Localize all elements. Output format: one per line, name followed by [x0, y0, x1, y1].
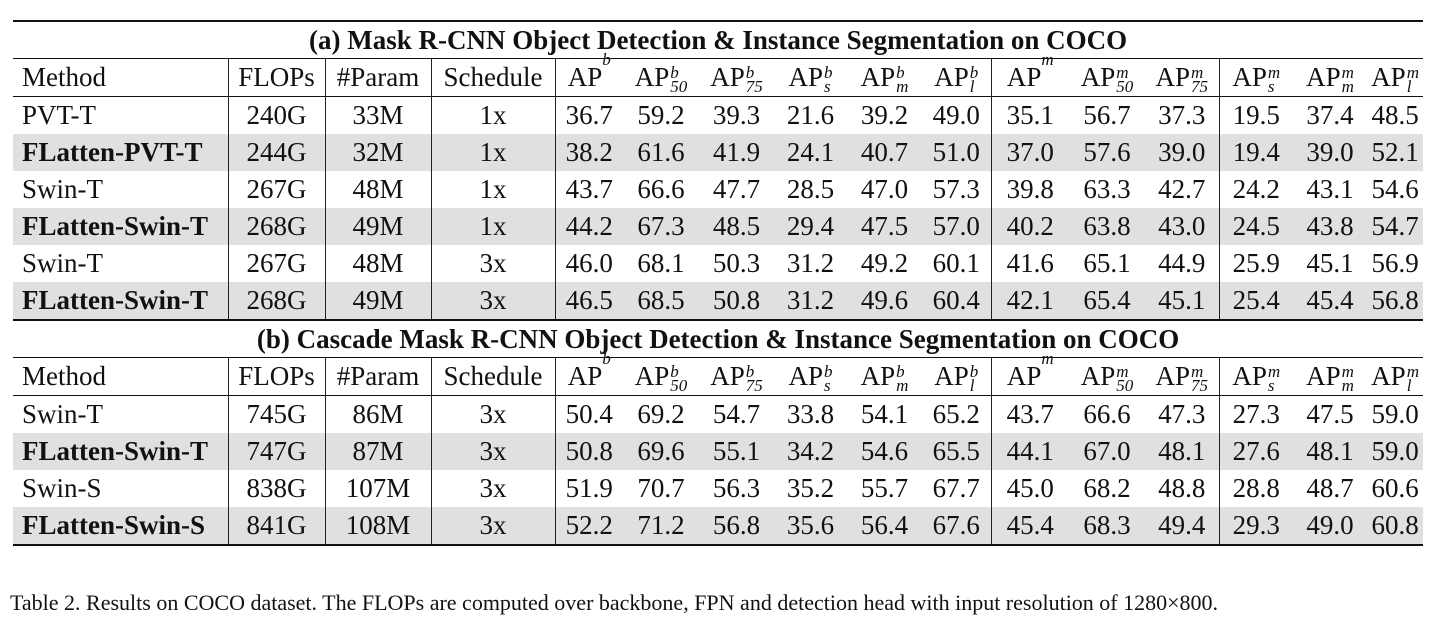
ap-value-cell: 61.6 — [623, 134, 699, 171]
ap-value-cell: 56.4 — [847, 507, 922, 545]
results-table-container — [13, 20, 1423, 546]
ap-value-cell: 68.5 — [623, 282, 699, 320]
ap-value-cell: 57.3 — [932, 174, 980, 204]
ap-value-cell: 67.0 — [1069, 433, 1145, 470]
table-row — [13, 396, 1423, 434]
ap-value-cell: 57.6 — [1069, 134, 1145, 171]
method-header: Method — [13, 59, 228, 97]
table-a-header-row — [13, 59, 1423, 97]
ap-header: AP m l — [1367, 59, 1423, 97]
ap-value-cell: 45.4 — [991, 507, 1069, 545]
flops-cell: 747G — [228, 433, 325, 470]
flops-header: FLOPs — [228, 358, 325, 396]
param-cell: 107M — [325, 470, 431, 507]
ap-value-cell: 48.7 — [1306, 473, 1354, 503]
ap-value-cell: 52.1 — [1367, 134, 1423, 171]
ap-value-cell: 48.5 — [1367, 97, 1423, 135]
ap-value-cell: 67.6 — [922, 507, 991, 545]
ap-value-cell: 47.3 — [1145, 396, 1219, 434]
ap-value-cell: 24.5 — [1219, 208, 1293, 245]
ap-value-cell: 28.8 — [1219, 470, 1293, 507]
flops-cell: 267G — [228, 171, 325, 208]
ap-value-cell: 66.6 — [1069, 396, 1145, 434]
ap-value-cell: 67.3 — [623, 208, 699, 245]
watermark: 知乎 @杜佳慧 — [1205, 554, 1402, 589]
ap-value-cell: 50.8 — [699, 282, 774, 320]
ap-value-cell: 50.3 — [712, 248, 761, 278]
ap-value-cell: 37.0 — [991, 134, 1069, 171]
ap-value-cell: 47.7 — [712, 174, 761, 204]
ap-value-cell: 38.2 — [555, 134, 623, 171]
method-cell: Swin-S — [22, 473, 102, 503]
ap-value-cell: 45.4 — [1293, 282, 1367, 320]
param-cell: 87M — [325, 433, 431, 470]
ap-value-cell: 48.5 — [699, 208, 774, 245]
ap-value-cell: 60.6 — [1371, 473, 1419, 503]
ap-value-cell: 35.1 — [991, 97, 1069, 135]
table-row — [13, 282, 1423, 320]
ap-value-cell: 47.0 — [860, 174, 909, 204]
ap-header: AP m 50 — [1069, 59, 1145, 97]
table-row — [13, 507, 1423, 545]
ap-value-cell: 65.2 — [922, 396, 991, 434]
ap-value-cell: 29.4 — [774, 208, 847, 245]
ap-value-cell: 55.1 — [699, 433, 774, 470]
ap-value-cell: 24.2 — [1219, 171, 1293, 208]
ap-value-cell: 68.1 — [637, 248, 685, 278]
table-row — [13, 208, 1423, 245]
table-row — [13, 97, 1423, 135]
flops-cell: 240G — [228, 97, 325, 135]
ap-header: AP m 75 — [1145, 358, 1219, 396]
ap-value-cell: 59.0 — [1367, 433, 1423, 470]
ap-value-cell: 46.0 — [555, 245, 623, 282]
schedule-cell: 1x — [431, 97, 555, 135]
ap-value-cell: 60.1 — [932, 248, 980, 278]
method-cell: Swin-T — [13, 396, 228, 434]
ap-value-cell: 68.3 — [1069, 507, 1145, 545]
ap-value-cell: 56.3 — [712, 473, 761, 503]
ap-value-cell: 40.7 — [847, 134, 922, 171]
ap-value-cell: 49.0 — [922, 97, 991, 135]
ap-value-cell: 48.1 — [1293, 433, 1367, 470]
ap-value-cell: 35.2 — [786, 473, 835, 503]
table-a-caption — [13, 21, 1423, 59]
ap-value-cell: 69.6 — [623, 433, 699, 470]
flops-cell: 745G — [228, 396, 325, 434]
ap-value-cell: 34.2 — [774, 433, 847, 470]
ap-value-cell: 36.7 — [555, 97, 623, 135]
ap-value-cell: 57.0 — [922, 208, 991, 245]
method-cell: Swin-T — [22, 174, 103, 204]
table-b-caption — [13, 320, 1423, 358]
ap-value-cell: 43.8 — [1293, 208, 1367, 245]
ap-header: $AP^m$ — [991, 59, 1069, 97]
param-cell: 108M — [325, 507, 431, 545]
table-row — [13, 433, 1423, 470]
ap-value-cell: 65.1 — [1083, 248, 1131, 278]
table-b-caption-text: (b) Cascade Mask R-CNN Object Detection & Instance Segmentation on COCO — [13, 320, 1423, 358]
ap-value-cell: 45.0 — [991, 470, 1069, 507]
ap-value-cell: 39.2 — [847, 97, 922, 135]
schedule-header: Schedule — [431, 358, 555, 396]
ap-value-cell: 41.6 — [991, 245, 1069, 282]
flops-cell: 268G — [228, 282, 325, 320]
schedule-header: Schedule — [431, 59, 555, 97]
ap-value-cell: 60.8 — [1367, 507, 1423, 545]
ap-value-cell: 31.2 — [786, 248, 835, 278]
ap-value-cell: 65.4 — [1069, 282, 1145, 320]
ap-value-cell: 37.4 — [1293, 97, 1367, 135]
schedule-cell: 3x — [431, 470, 555, 507]
ap-header: AP b m — [847, 59, 922, 97]
ap-value-cell: 19.4 — [1219, 134, 1293, 171]
ap-value-cell: 51.9 — [555, 470, 623, 507]
ap-value-cell: 24.1 — [774, 134, 847, 171]
ap-value-cell: 31.2 — [774, 282, 847, 320]
ap-header: AP b 50 — [623, 358, 699, 396]
param-cell: 33M — [325, 97, 431, 135]
method-cell: Swin-T — [22, 248, 103, 278]
param-cell: 86M — [325, 396, 431, 434]
ap-header: AP b 75 — [699, 59, 774, 97]
ap-value-cell: 54.7 — [1367, 208, 1423, 245]
param-header: #Param — [325, 358, 431, 396]
ap-value-cell: 19.5 — [1219, 97, 1293, 135]
ap-value-cell: 54.6 — [847, 433, 922, 470]
ap-value-cell: 67.7 — [932, 473, 980, 503]
table-row — [13, 134, 1423, 171]
ap-value-cell: 56.7 — [1069, 97, 1145, 135]
ap-value-cell: 41.9 — [699, 134, 774, 171]
method-cell: PVT-T — [13, 97, 228, 135]
ap-value-cell: 40.2 — [991, 208, 1069, 245]
ap-value-cell: 56.8 — [699, 507, 774, 545]
flops-cell: 841G — [228, 507, 325, 545]
ap-value-cell: 27.3 — [1219, 396, 1293, 434]
ap-value-cell: 71.2 — [623, 507, 699, 545]
ap-value-cell: 42.1 — [991, 282, 1069, 320]
flops-cell: 244G — [228, 134, 325, 171]
table-row — [13, 470, 1423, 507]
table-a-caption-text: (a) Mask R-CNN Object Detection & Instance Segmentation on COCO — [13, 21, 1423, 59]
param-cell: 49M — [325, 282, 431, 320]
param-cell: 48M — [325, 171, 431, 208]
ap-value-cell: 25.4 — [1219, 282, 1293, 320]
ap-value-cell: 46.5 — [555, 282, 623, 320]
ap-value-cell: 44.2 — [555, 208, 623, 245]
ap-value-cell: 68.2 — [1083, 473, 1131, 503]
ap-value-cell: 65.5 — [922, 433, 991, 470]
ap-value-cell: 47.5 — [1293, 396, 1367, 434]
flops-cell: 268G — [228, 208, 325, 245]
ap-value-cell: 48.8 — [1158, 473, 1206, 503]
ap-value-cell: 29.3 — [1219, 507, 1293, 545]
schedule-cell: 3x — [431, 396, 555, 434]
ap-value-cell: 45.1 — [1306, 248, 1354, 278]
ap-header: AP b s — [774, 358, 847, 396]
schedule-cell: 3x — [431, 507, 555, 545]
ap-value-cell: 56.9 — [1371, 248, 1419, 278]
ap-value-cell: 49.4 — [1145, 507, 1219, 545]
schedule-cell: 3x — [431, 433, 555, 470]
table-row — [13, 245, 1423, 282]
ap-value-cell: 54.6 — [1371, 174, 1419, 204]
ap-value-cell: 70.7 — [637, 473, 685, 503]
table-caption: Table 2. Results on COCO dataset. The FLOPs are computed over backbone, FPN and detection head with input resolution of 1280×800. — [10, 590, 1219, 615]
ap-value-cell: 37.3 — [1145, 97, 1219, 135]
schedule-cell: 3x — [431, 245, 555, 282]
ap-value-cell: 66.6 — [637, 174, 685, 204]
ap-value-cell: 50.4 — [555, 396, 623, 434]
ap-value-cell: 63.8 — [1069, 208, 1145, 245]
ap-value-cell: 63.3 — [1083, 174, 1131, 204]
ap-value-cell: 27.6 — [1219, 433, 1293, 470]
ap-header: AP m s — [1219, 59, 1293, 97]
ap-value-cell: 48.1 — [1145, 433, 1219, 470]
table-b-header-row — [13, 358, 1423, 396]
ap-header: AP m m — [1293, 59, 1367, 97]
ap-value-cell: 59.0 — [1367, 396, 1423, 434]
ap-value-cell: 33.8 — [774, 396, 847, 434]
ap-header: AP b s — [774, 59, 847, 97]
ap-header: $AP^b$ — [555, 59, 623, 97]
ap-value-cell: 42.7 — [1158, 174, 1206, 204]
method-header: Method — [13, 358, 228, 396]
ap-value-cell: 43.7 — [555, 171, 623, 208]
param-cell: 49M — [325, 208, 431, 245]
schedule-cell: 1x — [431, 208, 555, 245]
ap-value-cell: 39.3 — [699, 97, 774, 135]
ap-value-cell: 39.8 — [991, 171, 1069, 208]
ap-header: AP m 50 — [1069, 358, 1145, 396]
ap-value-cell: 69.2 — [623, 396, 699, 434]
ap-value-cell: 28.5 — [786, 174, 835, 204]
ap-value-cell: 52.2 — [555, 507, 623, 545]
ap-value-cell: 54.7 — [699, 396, 774, 434]
ap-header: $AP^b$ — [555, 358, 623, 396]
ap-value-cell: 25.9 — [1219, 245, 1293, 282]
table-row — [13, 171, 1423, 208]
ap-value-cell: 44.1 — [991, 433, 1069, 470]
schedule-cell: 1x — [431, 134, 555, 171]
ap-value-cell: 51.0 — [922, 134, 991, 171]
param-cell: 32M — [325, 134, 431, 171]
ap-value-cell: 21.6 — [774, 97, 847, 135]
ap-header: AP b 75 — [699, 358, 774, 396]
ap-value-cell: 45.1 — [1145, 282, 1219, 320]
ap-value-cell: 50.8 — [555, 433, 623, 470]
ap-value-cell: 39.0 — [1145, 134, 1219, 171]
param-cell: 48M — [325, 245, 431, 282]
ap-value-cell: 47.5 — [847, 208, 922, 245]
ap-header: AP b l — [922, 59, 991, 97]
param-header: #Param — [325, 59, 431, 97]
ap-header: AP b l — [922, 358, 991, 396]
ap-header: AP m m — [1293, 358, 1367, 396]
ap-header: AP m 75 — [1145, 59, 1219, 97]
ap-value-cell: 56.8 — [1367, 282, 1423, 320]
results-table — [13, 20, 1423, 546]
method-cell: FLatten-Swin-T — [13, 433, 228, 470]
method-cell: FLatten-PVT-T — [13, 134, 228, 171]
ap-value-cell: 39.0 — [1293, 134, 1367, 171]
ap-header: AP b 50 — [623, 59, 699, 97]
flops-cell: 267G — [228, 245, 325, 282]
ap-header: AP m s — [1219, 358, 1293, 396]
ap-value-cell: 43.0 — [1145, 208, 1219, 245]
ap-value-cell: 59.2 — [623, 97, 699, 135]
ap-value-cell: 44.9 — [1158, 248, 1206, 278]
method-cell: FLatten-Swin-T — [13, 282, 228, 320]
schedule-cell: 3x — [431, 282, 555, 320]
method-cell: FLatten-Swin-S — [13, 507, 228, 545]
ap-value-cell: 60.4 — [922, 282, 991, 320]
ap-header: AP b m — [847, 358, 922, 396]
ap-value-cell: 49.0 — [1293, 507, 1367, 545]
ap-value-cell: 43.7 — [991, 396, 1069, 434]
method-cell: FLatten-Swin-T — [13, 208, 228, 245]
ap-header: $AP^m$ — [991, 358, 1069, 396]
flops-header: FLOPs — [228, 59, 325, 97]
ap-value-cell: 55.7 — [860, 473, 909, 503]
ap-value-cell: 43.1 — [1306, 174, 1354, 204]
ap-value-cell: 35.6 — [774, 507, 847, 545]
ap-value-cell: 49.2 — [860, 248, 909, 278]
ap-header: AP m l — [1367, 358, 1423, 396]
schedule-cell: 1x — [431, 171, 555, 208]
ap-value-cell: 54.1 — [847, 396, 922, 434]
ap-value-cell: 49.6 — [847, 282, 922, 320]
flops-cell: 838G — [228, 470, 325, 507]
